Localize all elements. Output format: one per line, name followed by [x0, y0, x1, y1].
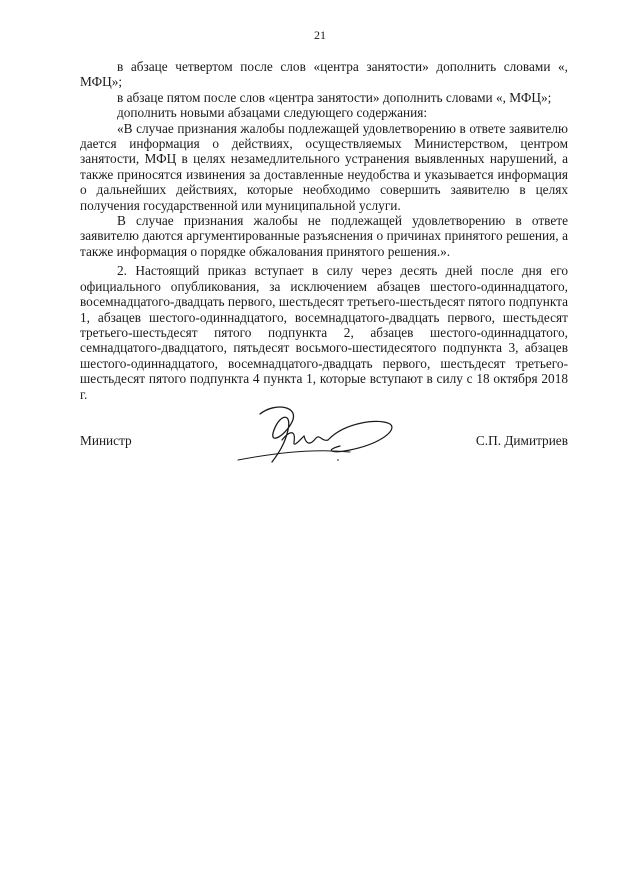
paragraph-entry-into-force: 2. Настоящий приказ вступает в силу через десять дней после дня его официального опубликования, за исключением абзацев шестого-одиннадцатого, восемнадцатого-двадцать первого, шестьдесят третьего-шестьдесят пятого подпункта 1, абзацев шестого-одиннадцатого, восемнадцатого-двадцать первого, шестьдесят третьего-шестьдесят пятого подпункта 2, абзацев шестого-одиннадцатого, семнадцатого-двадцатого, пятьдесят восьмого-шестидесятого подпункта 3, абзацев шестого-одиннадцатого, восемнадцатого-двадцать первого, шестьдесят третьего-шестьдесят пятого подпункта 4 пункта 1, которые вступают в силу с 18 октября 2018 г. [80, 263, 568, 402]
page-number: 21 [314, 28, 326, 42]
signer-title: Министр [80, 433, 132, 448]
handwritten-signature [230, 400, 400, 470]
paragraph-complaint-satisfied: «В случае признания жалобы подлежащей удовлетворению в ответе заявителю дается информация о действиях, осуществляемых Министерством, центром занятости, МФЦ в целях незамедлительного устранения выявленных нарушений, а также приносятся извинения за доставленные неудобства и указывается информация о дальнейших действиях, которые необходимо совершить заявителю в целях получения государственной или муниципальной услуги. [80, 120, 568, 213]
paragraph-amend-fifth: в абзаце пятом после слов «центра занятости» дополнить словами «, МФЦ»; [117, 89, 552, 105]
paragraph-amend-fourth: в абзаце четвертом после слов «центра занятости» дополнить словами «, МФЦ»; [80, 59, 568, 90]
document-body [80, 59, 568, 402]
signature-block [80, 400, 568, 480]
paragraph-add-new: дополнить новыми абзацами следующего содержания: [117, 105, 428, 121]
paragraph-complaint-rejected: В случае признания жалобы не подлежащей удовлетворению в ответе заявителю даются аргументированные разъяснения о причинах принятого решения, а также информация о порядке обжалования принятого решения.». [80, 213, 568, 259]
signer-name: С.П. Димитриев [475, 433, 568, 448]
